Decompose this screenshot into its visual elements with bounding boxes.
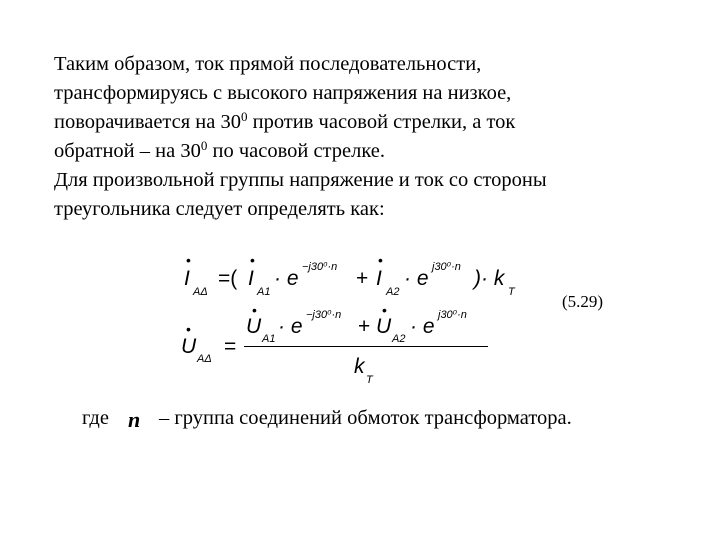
current-sub-a2: A2 xyxy=(386,286,400,298)
where-definition: – группа соединений обмоток трансформатора. xyxy=(159,407,572,429)
text-line-6: треугольника следует определять как: xyxy=(54,198,385,220)
variable-n: n xyxy=(128,407,141,432)
current-sub-t: T xyxy=(508,286,515,298)
text-line-1: Таким образом, ток прямой последовательности, xyxy=(54,53,482,75)
current-sub-a1: A1 xyxy=(257,286,271,298)
dot-accent: • xyxy=(382,302,387,318)
voltage-sub-a2: A2 xyxy=(392,333,406,345)
current-eq-open: =( xyxy=(218,267,238,290)
text-line-3: поворачивается на $30^0$ против часовой стрелки, а ток xyxy=(54,109,516,133)
where-label: где xyxy=(82,407,109,429)
voltage-exp-neg: −j30⁰·n xyxy=(306,309,342,321)
voltage-u-a1: U xyxy=(246,315,262,338)
current-e2: · e xyxy=(404,267,429,290)
voltage-eq: = xyxy=(224,335,237,358)
dot-accent: • xyxy=(250,252,255,268)
voltage-symbol: U xyxy=(181,335,197,358)
voltage-denominator-k: k xyxy=(354,355,365,378)
voltage-exp-pos: j30⁰·n xyxy=(438,309,467,321)
current-symbol: I xyxy=(184,267,190,290)
current-exp-pos: j30⁰·n xyxy=(432,261,461,273)
dot-accent: • xyxy=(378,252,383,268)
current-i-a1: I xyxy=(248,267,254,290)
voltage-plus: + xyxy=(358,315,371,338)
voltage-e1: · e xyxy=(278,315,303,338)
current-e1: · e xyxy=(274,267,299,290)
fraction-bar xyxy=(244,346,488,347)
voltage-e2: · e xyxy=(410,315,435,338)
text-line-4: обратной – на $30^0$ по часовой стрелке. xyxy=(54,138,386,162)
current-i-a2: I xyxy=(376,267,382,290)
voltage-u-a2: U xyxy=(376,315,392,338)
text-line-2: трансформируясь с высокого напряжения на низкое, xyxy=(54,82,512,104)
current-exp-neg: −j30⁰·n xyxy=(302,261,338,273)
equation-number: (5.29) xyxy=(562,292,604,311)
current-close-k: )· k xyxy=(474,267,505,290)
current-sub-ad: AΔ xyxy=(193,286,208,298)
dot-accent: • xyxy=(186,321,191,337)
text-line-5: Для произвольной группы напряжение и ток со стороны xyxy=(54,169,547,191)
current-plus: + xyxy=(356,267,369,290)
dot-accent: • xyxy=(252,302,257,318)
dot-accent: • xyxy=(186,252,191,268)
voltage-sub-ad: AΔ xyxy=(197,353,212,365)
voltage-sub-a1: A1 xyxy=(262,333,276,345)
voltage-sub-t: T xyxy=(366,374,373,386)
